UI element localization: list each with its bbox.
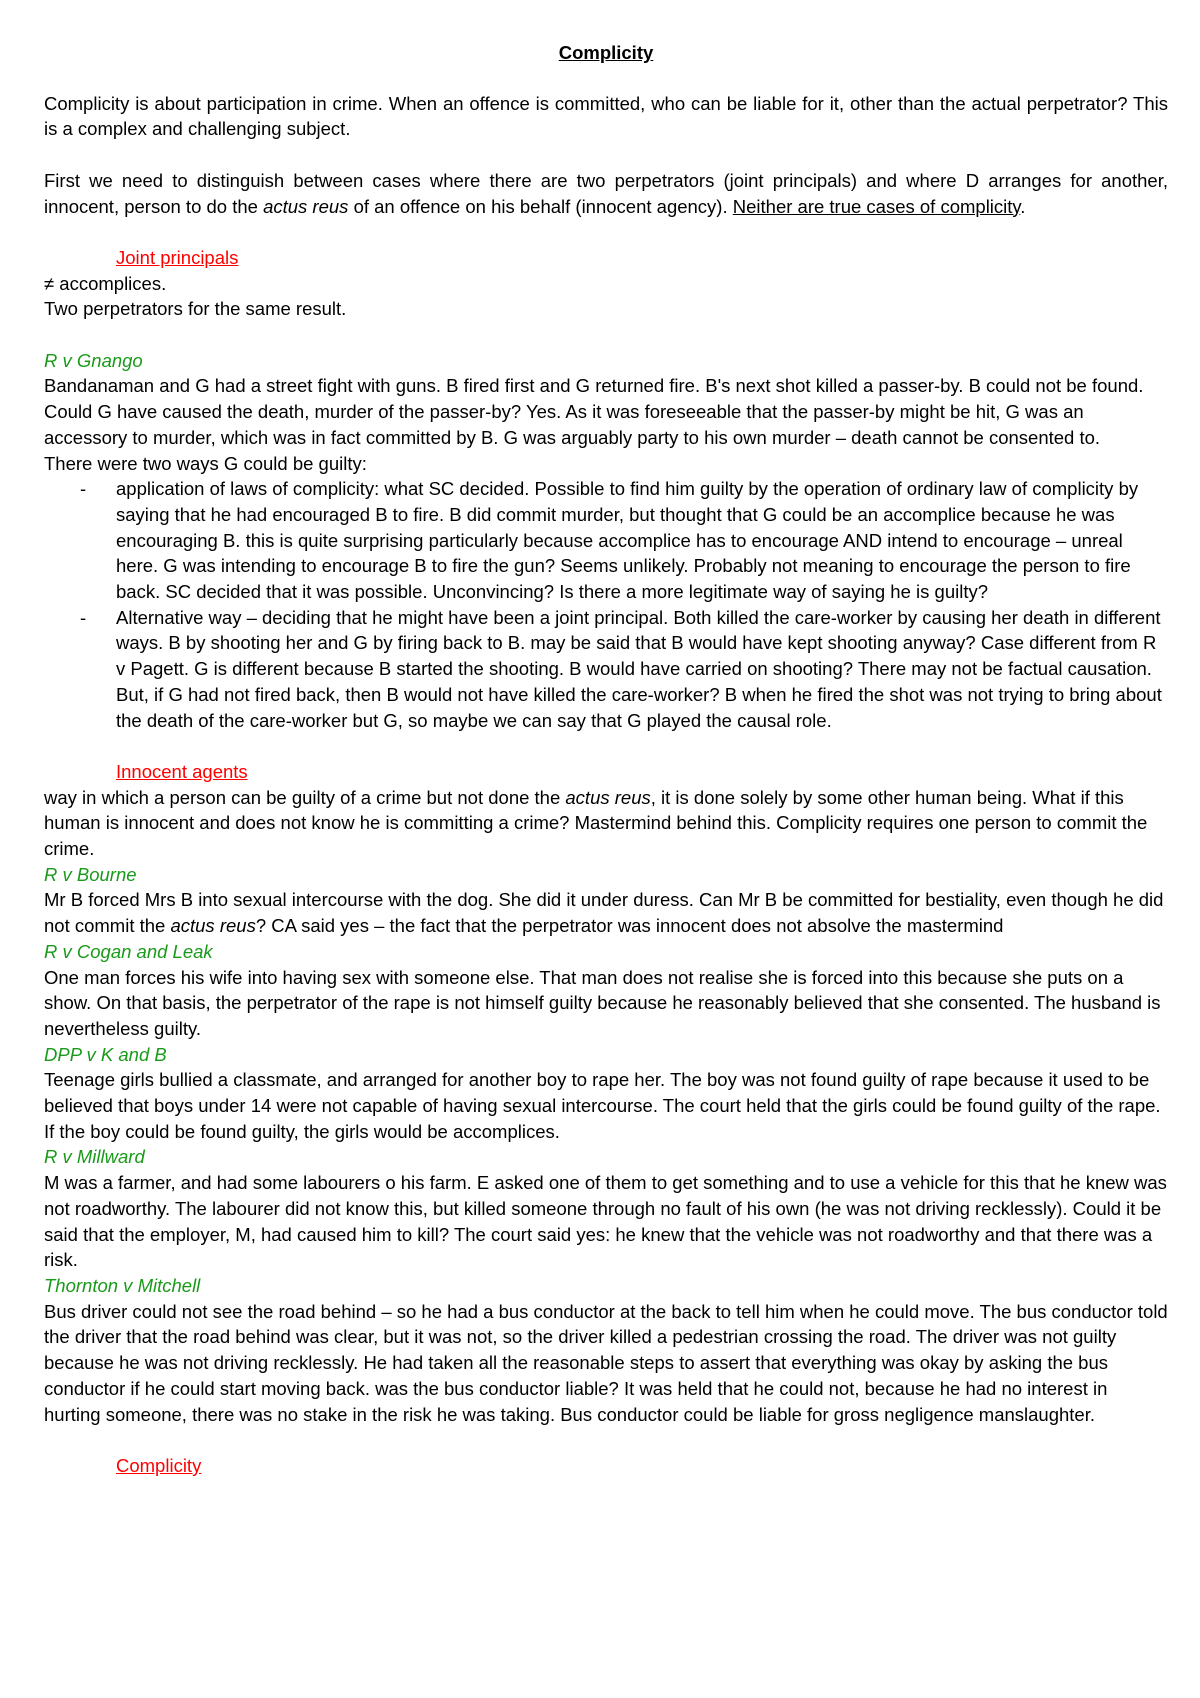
- cogan-facts: One man forces his wife into having sex with someone else. That man does not realise she is forced into this because she puts on a show. On that basis, the perpetrator of the rape is not himself guilty because he reasonably believed that she consented. The husband is nevertheless guilty.: [44, 966, 1161, 1039]
- distinction-text-b: of an offence on his behalf (innocent agency).: [348, 195, 733, 217]
- distinction-paragraph: [44, 168, 1168, 219]
- innocent-intro-b: , it is done solely by some other human being. What if this human is innocent and does not know he is committing a crime? Mastermind behind this. Complicity requires one person to commit the crime.: [44, 786, 1148, 860]
- dpp-facts: Teenage girls bullied a classmate, and arranged for another boy to rape her. The boy was not found guilty of rape because it used to be believed that boys under 14 were not capable of having sexual intercourse. The court held that the girls could be found guilty of the rape. If the boy could be found guilty, the girls would be accomplices.: [44, 1069, 1161, 1142]
- gnango-facts: Bandanaman and G had a street fight with guns. B fired first and G returned fire. B's next shot killed a passer-by. B could not be found. Could G have caused the death, murder of the passer-by? Yes. As it was foreseeable that the passer-by might be hit, G was an accessory to murder, which was in fact committed by B. G was arguably party to his own murder – death cannot be consented to.: [44, 375, 1144, 448]
- spacer: [44, 219, 1168, 245]
- case-name-gnango: R v Gnango: [44, 349, 143, 371]
- case-name-dpp-v-k-and-b: DPP v K and B: [44, 1043, 167, 1065]
- spacer: [44, 142, 1168, 168]
- thornton-facts: Bus driver could not see the road behind – so he had a bus conductor at the back to tell him when he could move. The bus conductor told the driver that the road behind was clear, but it was not, so the driver killed a pedestrian crossing the road. The driver was not guilty because he was not driving recklessly. He had taken all the reasonable steps to assert that everything was okay by asking the bus conductor if he could start moving back. was the bus conductor liable? It was held that he could not, because he had no interest in hurting someone, there was no stake in the risk he was taking. Bus conductor could be liable for gross negligence manslaughter.: [44, 1300, 1168, 1425]
- gnango-ways-intro: There were two ways G could be guilty:: [44, 452, 367, 474]
- innocent-agents-heading: Innocent agents: [116, 760, 248, 782]
- case-name-thornton-v-mitchell: Thornton v Mitchell: [44, 1274, 201, 1296]
- millward-facts: M was a farmer, and had some labourers o his farm. E asked one of them to get something and to use a vehicle for this that he knew was not roadworthy. The labourer did not know this, but killed someone through no fault of his own (he was not driving recklessly). Could it be said that the employer, M, had caused him to kill? The court said yes: he knew that the vehicle was not roadworthy and that there was a risk.: [44, 1172, 1167, 1271]
- intro-paragraph: Complicity is about participation in crime. When an offence is committed, who can be liable for it, other than the actual perpetrator? This is a complex and challenging subject.: [44, 92, 1168, 140]
- case-name-millward: R v Millward: [44, 1146, 145, 1168]
- joint-principals-heading: Joint principals: [116, 246, 239, 268]
- list-item-text: Alternative way – deciding that he might have been a joint principal. Both killed the care-worker by causing her death in different ways. B by shooting her and G by firing back to B. may be said that B would have kept shooting anyway? Case different from R v Pagett. G is different because B started the shooting. B would have carried on shooting? There may not be factual causation. But, if G had not fired back, then B would not have killed the care-worker? B when he fired the shot was not trying to bring about the death of the care-worker but G, so maybe we can say that G played the causal role.: [116, 606, 1162, 731]
- spacer: [44, 322, 1168, 348]
- bourne-facts: [44, 887, 1168, 938]
- bourne-text-b: ? CA said yes – the fact that the perpetrator was innocent does not absolve the mastermind: [255, 915, 1004, 937]
- innocent-agents-intro: [44, 785, 1168, 862]
- not-accomplices-line: ≠ accomplices.: [44, 272, 167, 294]
- actus-reus-term: actus reus: [170, 915, 256, 937]
- case-name-bourne: R v Bourne: [44, 863, 137, 885]
- gnango-ways-list: [44, 476, 1168, 733]
- list-item: [44, 605, 1168, 734]
- complicity-heading: Complicity: [116, 1454, 202, 1476]
- actus-reus-term: actus reus: [565, 786, 651, 808]
- bourne-text-a: Mr B forced Mrs B into sexual intercourse with the dog. She did it under duress. Can Mr B be committed for bestiality, even though he did not commit the: [44, 889, 1164, 937]
- distinction-end: .: [1020, 195, 1026, 217]
- distinction-text-a: First we need to distinguish between cases where there are two perpetrators (joint principals) and where D arranges for another, innocent, person to do the: [44, 169, 1168, 217]
- actus-reus-term: actus reus: [263, 195, 349, 217]
- spacer: [44, 733, 1168, 759]
- dash-bullet: -: [80, 478, 87, 500]
- list-item-text: application of laws of complicity: what SC decided. Possible to find him guilty by the operation of ordinary law of complicity by saying that he had encouraged B to fire. B did commit murder, but thought that G could be an accomplice because he was encouraging B. this is quite surprising particularly because accomplice has to encourage AND intend to encourage – unreal here. G was intending to encourage B to fire the gun? Seems unlikely. Probably not meaning to encourage the person to fire back. SC decided that it was possible. Unconvincing? Is there a more legitimate way of saying he is guilty?: [116, 478, 1139, 603]
- document-page: [44, 40, 1168, 1479]
- two-perpetrators-line: Two perpetrators for the same result.: [44, 298, 347, 320]
- spacer: [44, 1427, 1168, 1453]
- dash-bullet: -: [80, 606, 87, 628]
- case-name-cogan-and-leak: R v Cogan and Leak: [44, 940, 213, 962]
- document-title: Complicity: [558, 42, 654, 63]
- list-item: [44, 476, 1168, 605]
- distinction-conclusion: Neither are true cases of complicity: [732, 195, 1021, 217]
- innocent-intro-a: way in which a person can be guilty of a crime but not done the: [44, 786, 566, 808]
